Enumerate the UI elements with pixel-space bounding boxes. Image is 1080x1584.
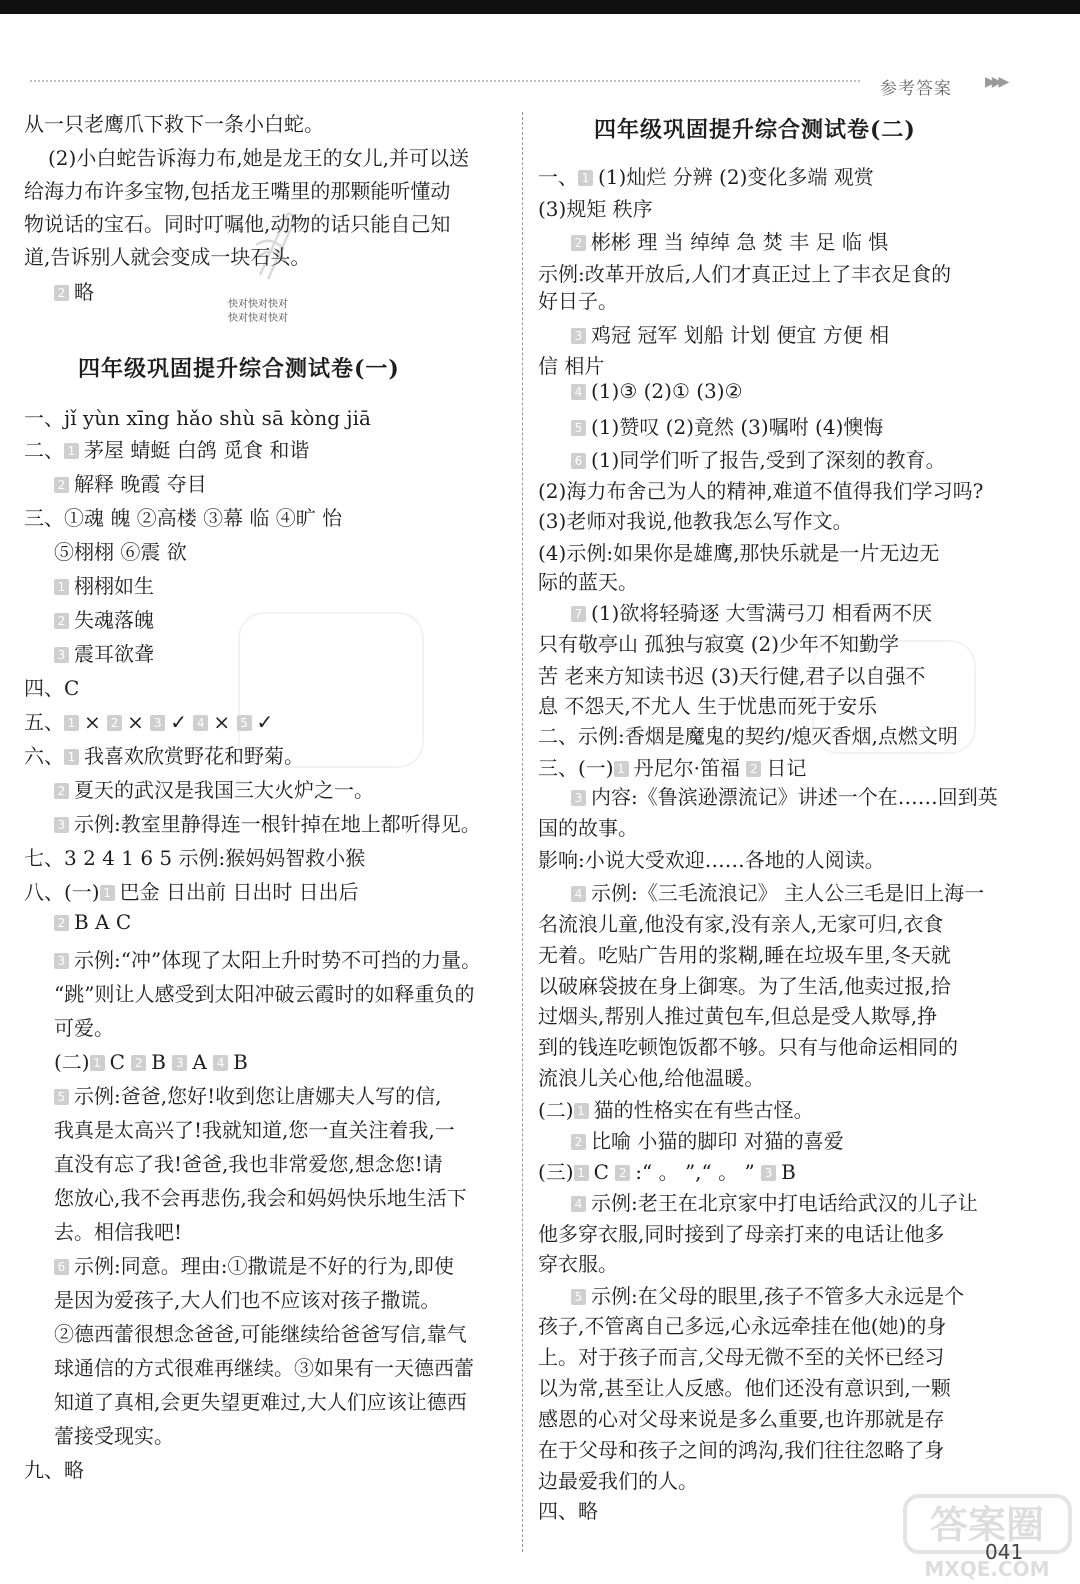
right-line [538, 690, 877, 719]
answer-text: 三、①魂 魄 ②高楼 ③幕 临 ④旷 怡 [24, 506, 343, 530]
right-line [538, 537, 939, 566]
left-line [24, 175, 450, 204]
question-number-badge: 3 [54, 953, 69, 969]
left-line [54, 604, 154, 633]
right-line [538, 1341, 944, 1370]
answer-text: 失魂落魄 [74, 608, 154, 632]
right-line [538, 1031, 958, 1060]
left-line [24, 876, 359, 905]
right-line [538, 1465, 698, 1494]
question-number-badge: 3 [150, 715, 165, 731]
answer-text: (2)海力布舍己为人的精神,难道不值得我们学习吗? [538, 479, 984, 503]
left-line [54, 1284, 440, 1313]
left-line [24, 706, 273, 735]
question-number-badge: 1 [574, 1165, 589, 1181]
header-arrow-icon: ▶▶▶ [985, 74, 1006, 90]
answer-text: ②德西蕾很想念爸爸,可能继续给爸爸写信,靠气 [54, 1322, 467, 1346]
right-line [538, 1434, 944, 1463]
question-number-badge: 4 [571, 384, 586, 400]
question-number-badge: 5 [237, 715, 252, 731]
answer-text: 五、 [24, 710, 64, 734]
column-divider [522, 112, 523, 1552]
right-line [538, 939, 951, 968]
answer-text: 比喻 小猫的脚印 对猫的喜爱 [591, 1129, 844, 1153]
answer-text: 国的故事。 [538, 816, 638, 840]
answer-text: 七、3 2 4 1 6 5 示例:猴妈妈智救小猴 [24, 846, 366, 870]
answer-text: 上。对于孩子而言,父母无微不至的关怀已经习 [538, 1345, 945, 1369]
question-number-badge: 2 [131, 1055, 146, 1071]
answer-text: 可爱。 [54, 1016, 114, 1040]
answer-text: 您放心,我不会再悲伤,我会和妈妈快乐地生活下 [54, 1186, 467, 1210]
answer-text: B [233, 1050, 248, 1074]
answer-text: 示例:《三毛流浪记》 主人公三毛是旧上海一 [591, 881, 985, 905]
question-number-badge: 4 [571, 1196, 586, 1212]
answer-text: 是因为爱孩子,大人们也不应该对孩子撒谎。 [54, 1288, 441, 1312]
question-number-badge: 1 [64, 443, 79, 459]
answer-text: 四年级巩固提升综合测试卷(二) [594, 117, 916, 143]
right-line [538, 161, 874, 190]
answer-text: 道,告诉别人就会变成一块石头。 [24, 245, 311, 269]
answer-text: C [593, 1160, 616, 1184]
question-number-badge: 2 [54, 477, 69, 493]
answer-text: 四、略 [538, 1499, 598, 1523]
left-line [24, 208, 450, 237]
left-line [24, 402, 371, 431]
question-number-badge: 2 [54, 915, 69, 931]
stamp-line-1: 快对快对快对 [228, 299, 288, 310]
answer-text: (二) [538, 1098, 574, 1122]
answer-text: 只有敬亭山 孤独与寂寞 (2)少年不知勤学 [538, 632, 900, 656]
right-line [538, 1156, 796, 1185]
stamp-line-2: 快对快对快对 [228, 313, 288, 324]
answer-text: :“ 。 ”,“ 。 ” [635, 1160, 762, 1184]
question-number-badge: 2 [571, 235, 586, 251]
left-line [24, 672, 79, 701]
answer-text: 蕾接受现实。 [54, 1424, 174, 1448]
answer-text: 我喜欢欣赏野花和野菊。 [84, 744, 304, 768]
left-line [54, 1420, 174, 1449]
answer-text: 流浪儿关心他,给他温暖。 [538, 1066, 765, 1090]
left-line [54, 638, 154, 667]
left-line [54, 1148, 443, 1177]
answer-text: 丹尼尔·笛福 [633, 756, 747, 780]
answer-text: 示例:在父母的眼里,孩子不管多大永远是个 [591, 1284, 965, 1308]
left-line [54, 1216, 182, 1245]
answer-text: 八、(一) [24, 880, 100, 904]
left-line [48, 142, 469, 171]
watermark-logo [900, 1490, 1075, 1584]
answer-text: 际的蓝天。 [538, 570, 638, 594]
right-line [538, 1495, 598, 1524]
left-line [54, 808, 481, 837]
answer-text: 彬彬 理 当 绰绰 急 焚 丰 足 临 惧 [591, 230, 889, 254]
answer-text: “跳”则让人感受到太阳冲破云霞时的如释重负的 [54, 982, 475, 1006]
right-line [538, 566, 638, 595]
question-number-badge: 3 [54, 817, 69, 833]
answer-text: 孩子,不管离自己多远,心永远牵挂在他(她)的身 [538, 1314, 947, 1338]
answer-text: 无着。吃贴广告用的浆糊,睡在垃圾车里,冬天就 [538, 943, 951, 967]
answer-text: C [109, 1050, 132, 1074]
left-line [24, 241, 310, 270]
answer-text: B A C [74, 910, 132, 934]
question-number-badge: 3 [571, 790, 586, 806]
answer-text: 二、 [24, 438, 64, 462]
right-line [538, 285, 618, 314]
right-section-title [594, 113, 916, 144]
answer-text: (三) [538, 1160, 574, 1184]
logo-text: 答案圈 [929, 1503, 1045, 1547]
right-line [571, 877, 984, 906]
right-line [571, 597, 932, 626]
right-line [571, 1280, 964, 1309]
right-line [571, 1125, 844, 1154]
answer-text: 过烟头,帮别人推过黄包车,但总是受人欺辱,挣 [538, 1004, 938, 1028]
answer-text: 猫的性格实在有些古怪。 [593, 1098, 814, 1122]
question-number-badge: 3 [172, 1055, 187, 1071]
answer-text: 示例:同意。理由:①撒谎是不好的行为,即使 [74, 1254, 454, 1278]
answer-text: 巴金 日出前 日出时 日出后 [119, 880, 359, 904]
answer-text: ✓ [170, 710, 194, 734]
right-line [538, 720, 958, 749]
answer-text: 六、 [24, 744, 64, 768]
question-number-badge: 5 [571, 420, 586, 436]
question-number-badge: 5 [571, 1289, 586, 1305]
right-line [538, 752, 806, 781]
question-number-badge: 2 [54, 285, 69, 301]
right-line [538, 908, 943, 937]
right-line [571, 1187, 978, 1216]
header-label: 参考答案 [880, 79, 952, 99]
right-line [571, 444, 946, 473]
answer-text: 到的钱连吃顿饱饭都不够。只有与他命运相同的 [538, 1035, 958, 1059]
answer-text: ⑤栩栩 ⑥震 欲 [54, 540, 187, 564]
left-line [54, 1012, 114, 1041]
answer-text: 好日子。 [538, 289, 618, 313]
left-line [54, 1250, 454, 1279]
answer-text: 内容:《鲁滨逊漂流记》讲述一个在……回到英 [591, 785, 998, 809]
right-line [571, 379, 743, 403]
question-number-badge: 1 [54, 579, 69, 595]
right-line [538, 660, 925, 689]
question-number-badge: 3 [761, 1165, 776, 1181]
left-line [54, 1352, 474, 1381]
answer-text: × [127, 710, 151, 734]
answer-text: (1)③ (2)① (3)② [591, 379, 743, 403]
answer-text: 感恩的心对父母来说是多么重要,也许那就是存 [538, 1407, 945, 1431]
answer-text: × [84, 710, 108, 734]
left-line [54, 910, 131, 934]
question-number-badge: 2 [54, 613, 69, 629]
answer-text: B [781, 1160, 796, 1184]
left-line [24, 108, 324, 137]
left-section-title [78, 352, 400, 383]
question-number-badge: 5 [54, 1089, 69, 1105]
answer-text: 以破麻袋披在身上御寒。为了生活,他卖过报,拾 [538, 974, 951, 998]
answer-text: 略 [74, 280, 94, 304]
question-number-badge: 7 [571, 606, 586, 622]
answer-text: 解释 晚霞 夺目 [74, 472, 207, 496]
left-line [54, 1080, 442, 1109]
answer-text: 去。相信我吧! [54, 1220, 183, 1244]
answer-text: 示例:爸爸,您好!收到您让唐娜夫人写的信, [74, 1084, 442, 1108]
answer-text: 影响:小说大受欢迎……各地的人阅读。 [538, 848, 885, 872]
answer-text: 以为常,甚至让人反感。他们还没有意识到,一颗 [538, 1376, 951, 1400]
question-number-badge: 1 [100, 885, 115, 901]
answer-text: 示例:“冲”体现了太阳上升时势不可挡的力量。 [74, 948, 482, 972]
answer-text: 示例:教室里静得连一根针掉在地上都听得见。 [74, 812, 481, 836]
answer-text: 我真是太高兴了!我就知道,您一直关注着我,一 [54, 1118, 455, 1142]
question-number-badge: 2 [54, 783, 69, 799]
left-line [54, 536, 187, 565]
logo-url: MXQE.COM [924, 1557, 1050, 1581]
answer-text: 二、示例:香烟是魔鬼的契约/熄灭香烟,点燃文明 [538, 724, 958, 748]
answer-text: 四、C [24, 676, 80, 700]
answer-text: (1)赞叹 (2)竟然 (3)嘱咐 (4)懊悔 [591, 415, 884, 439]
right-line [571, 781, 998, 810]
right-line [538, 1248, 618, 1277]
question-number-badge: 3 [571, 328, 586, 344]
answer-text: A [192, 1050, 214, 1074]
right-line [538, 1218, 944, 1247]
answer-text: 示例:老王在北京家中打电话给武汉的儿子让 [591, 1191, 978, 1215]
answer-text: (1)欲将轻骑逐 大雪满弓刀 相看两不厌 [591, 601, 933, 625]
answer-text: 一、jǐ yùn xīng hǎo shù sā kòng jiā [24, 406, 371, 430]
answer-text: 茅屋 蜻蜓 白鸽 觅食 和谐 [84, 438, 310, 462]
answer-text: 他多穿衣服,同时接到了母亲打来的电话让他多 [538, 1222, 945, 1246]
answer-text: 穿衣服。 [538, 1252, 618, 1276]
answer-text: 震耳欲聋 [74, 642, 154, 666]
left-line [54, 1318, 467, 1347]
left-line [24, 740, 304, 769]
question-number-badge: 1 [64, 749, 79, 765]
right-line [538, 258, 951, 287]
answer-text: 示例:改革开放后,人们才真正过上了丰衣足食的 [538, 262, 952, 286]
answer-text: 夏天的武汉是我国三大火炉之一。 [74, 778, 374, 802]
left-line [54, 276, 94, 305]
left-column [24, 0, 514, 1584]
right-line [538, 1372, 951, 1401]
left-line [54, 1114, 455, 1143]
question-number-badge: 6 [54, 1259, 69, 1275]
question-number-badge: 4 [571, 886, 586, 902]
question-number-badge: 2 [615, 1165, 630, 1181]
right-line [538, 1310, 946, 1339]
answer-text: 物说话的宝石。同时叮嘱他,动物的话只能自己知 [24, 212, 451, 236]
left-line [54, 570, 154, 599]
right-line [538, 1062, 764, 1091]
right-line [538, 844, 885, 873]
question-number-badge: 1 [64, 715, 79, 731]
question-number-badge: 4 [213, 1055, 228, 1071]
answer-text: ✓ [256, 710, 274, 734]
answer-text: (3)老师对我说,他教我怎么写作文。 [538, 509, 853, 533]
answer-text: (1)灿烂 分辨 (2)变化多端 观赏 [598, 165, 874, 189]
answer-text: 知道了真相,会更失望更难过,大人们应该让德西 [54, 1390, 467, 1414]
question-number-badge: 1 [614, 761, 629, 777]
left-line [24, 434, 309, 463]
answer-text: (二) [54, 1050, 90, 1074]
answer-text: 鸡冠 冠军 划船 计划 便宜 方便 相 [591, 323, 890, 347]
right-line [538, 628, 899, 657]
right-column [538, 0, 1058, 1584]
answer-text: 边最爱我们的人。 [538, 1469, 698, 1493]
left-line [54, 774, 374, 803]
answer-text: 在于父母和孩子之间的鸿沟,我们往往忽略了身 [538, 1438, 945, 1462]
answer-text: 信 相片 [538, 354, 605, 378]
answer-text: 栩栩如生 [74, 574, 154, 598]
answer-text: × [213, 710, 237, 734]
right-line [538, 1000, 937, 1029]
question-number-badge: 2 [746, 761, 761, 777]
answer-text: (3)规矩 秩序 [538, 197, 653, 221]
page-number: 041 [985, 1540, 1024, 1564]
right-line [571, 319, 889, 348]
answer-text: 一、 [538, 165, 578, 189]
question-number-badge: 3 [54, 647, 69, 663]
left-line [54, 1182, 467, 1211]
answer-text: 九、略 [24, 1458, 84, 1482]
right-line [538, 475, 983, 504]
answer-text: 苦 老来方知读书迟 (3)天行健,君子以自强不 [538, 664, 926, 688]
right-line [538, 193, 653, 222]
answer-text: 息 不怨天,不尤人 生于忧患而死于安乐 [538, 694, 878, 718]
answer-text: 名流浪儿童,他没有家,没有亲人,无家可归,衣食 [538, 912, 944, 936]
right-line [538, 1094, 814, 1123]
right-line [538, 505, 853, 534]
right-line [538, 970, 951, 999]
answer-text: 四年级巩固提升综合测试卷(一) [78, 356, 400, 382]
right-line [571, 411, 883, 440]
answer-text: (2)小白蛇告诉海力布,她是龙王的女儿,并可以送 [48, 146, 470, 170]
question-number-badge: 1 [578, 170, 593, 186]
left-line [54, 978, 474, 1007]
answer-text: 日记 [766, 756, 807, 780]
answer-text: 直没有忘了我!爸爸,我也非常爱您,想念您!请 [54, 1152, 443, 1176]
right-line [538, 812, 638, 841]
left-line [54, 1046, 248, 1075]
left-line [24, 502, 342, 531]
left-line [24, 1454, 84, 1483]
right-line [571, 226, 888, 255]
answer-text: (4)示例:如果你是雄鹰,那快乐就是一片无边无 [538, 541, 940, 565]
left-line [24, 842, 365, 871]
left-line [54, 1386, 467, 1415]
answer-text: 球通信的方式很难再继续。③如果有一天德西蕾 [54, 1356, 474, 1380]
right-line [538, 350, 604, 379]
left-line [54, 468, 207, 497]
answer-text: 三、(一) [538, 756, 614, 780]
question-number-badge: 4 [193, 715, 208, 731]
right-line [538, 1403, 944, 1432]
answer-text: 从一只老鹰爪下救下一条小白蛇。 [24, 112, 324, 136]
answer-text: 给海力布许多宝物,包括龙王嘴里的那颗能听懂动 [24, 179, 451, 203]
question-number-badge: 1 [90, 1055, 105, 1071]
answer-text: B [151, 1050, 173, 1074]
question-number-badge: 1 [574, 1103, 589, 1119]
question-number-badge: 2 [107, 715, 122, 731]
question-number-badge: 2 [571, 1134, 586, 1150]
left-line [54, 944, 481, 973]
answer-text: (1)同学们听了报告,受到了深刻的教育。 [591, 448, 946, 472]
question-number-badge: 6 [571, 453, 586, 469]
